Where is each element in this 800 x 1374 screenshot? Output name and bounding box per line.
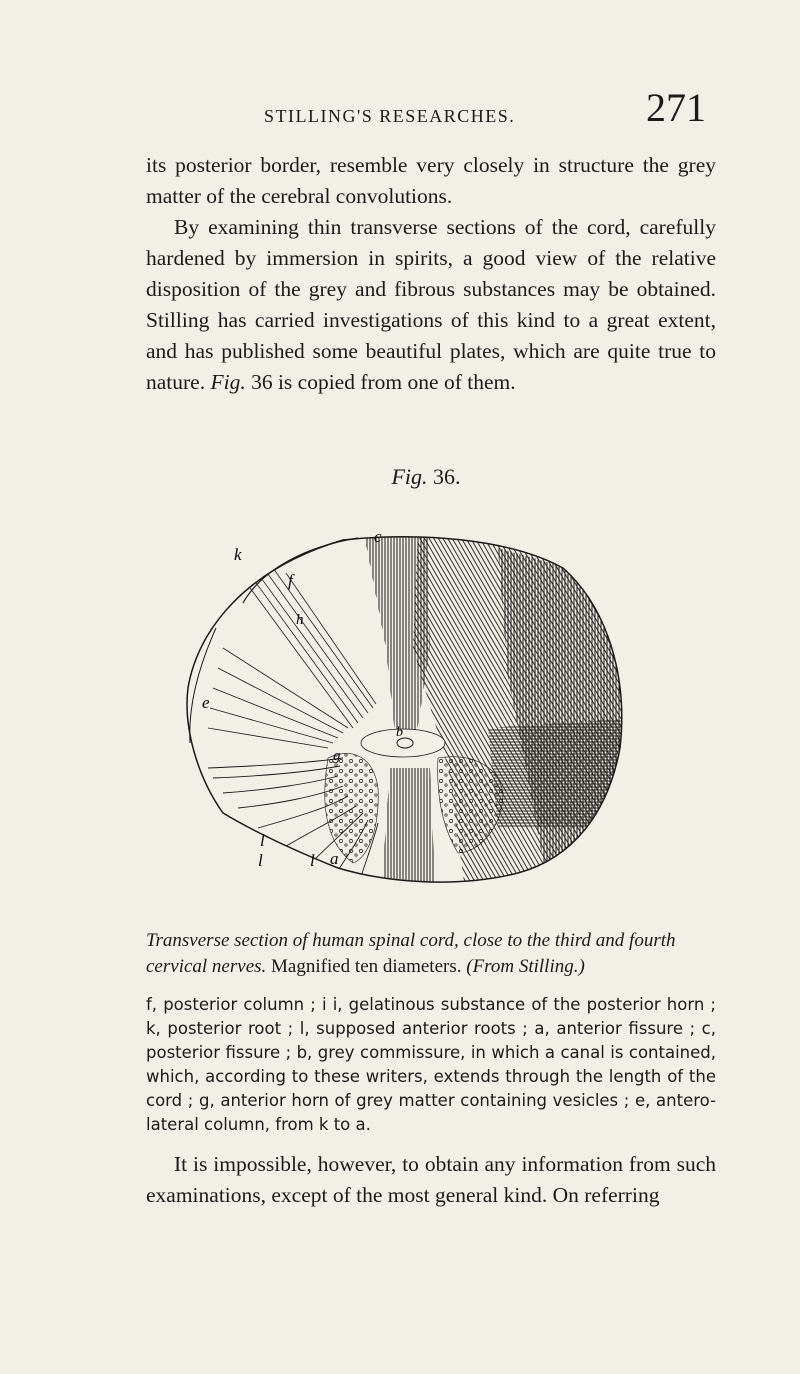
label-l-right: l <box>310 851 315 870</box>
label-l-left: l <box>260 831 265 850</box>
paragraph-stilling <box>146 212 716 398</box>
paragraph-final: It is impossible, however, to obtain any information from such examinations, except of the most general kind. On referring <box>146 1152 716 1207</box>
figure-caption <box>146 928 716 980</box>
running-head: STILLING'S RESEARCHES. <box>264 106 516 126</box>
figure-title-prefix: Fig. <box>391 464 428 489</box>
paragraph-stilling-end: 36 is copied from one of them. <box>251 370 516 394</box>
label-l-mid: l <box>258 851 263 870</box>
label-h: h <box>296 612 304 628</box>
paragraph-stilling-text: By examining thin transverse sections of the cord, carefully hardened by immersion in spirits, a good view of the relative disposition of the grey and fibrous substances may be obtained. Stilling has carried investigations of this kind to a great extent, and has published some beautiful plates, which are quite true to nature. <box>146 215 716 394</box>
caption-magnification: Magnified ten diameters. <box>271 956 462 977</box>
label-a: a <box>330 849 339 868</box>
label-e: e <box>202 693 210 712</box>
figure-title <box>26 464 800 490</box>
label-c: c <box>374 528 382 546</box>
fig-reference: Fig. <box>210 370 246 394</box>
label-g: g <box>333 748 341 764</box>
label-b: b <box>396 725 403 740</box>
label-f: f <box>288 571 293 590</box>
caption-source: (From Stilling.) <box>466 956 585 977</box>
spinal-cord-figure <box>168 528 638 910</box>
antero-lateral-column <box>488 718 638 828</box>
caption-italic: Transverse section of human spinal cord, close to the third and fourth cervical nerves. <box>146 930 676 977</box>
label-k: k <box>234 545 242 564</box>
spinal-cord-illustration <box>168 528 638 910</box>
page-header <box>0 84 800 136</box>
figure-title-number: 36. <box>433 464 461 489</box>
figure-legend: f, posterior column ; i i, gelatinous substance of the posterior horn ; k, posterior root ; l, supposed anterior roots ; a, anterior fissure ; c, posterior fissure ; b, grey commissure, in which a canal is contained, which, according to these writers, extends through the length of the cord ; g, anterior horn of grey matter containing vesicles ; e, antero-lateral column, from k to a. <box>146 995 716 1134</box>
page-number: 271 <box>646 85 706 130</box>
paragraph-continued: its posterior border, resemble very closely in structure the grey matter of the cerebral convolutions. <box>146 153 716 208</box>
grey-commissure <box>361 729 445 757</box>
